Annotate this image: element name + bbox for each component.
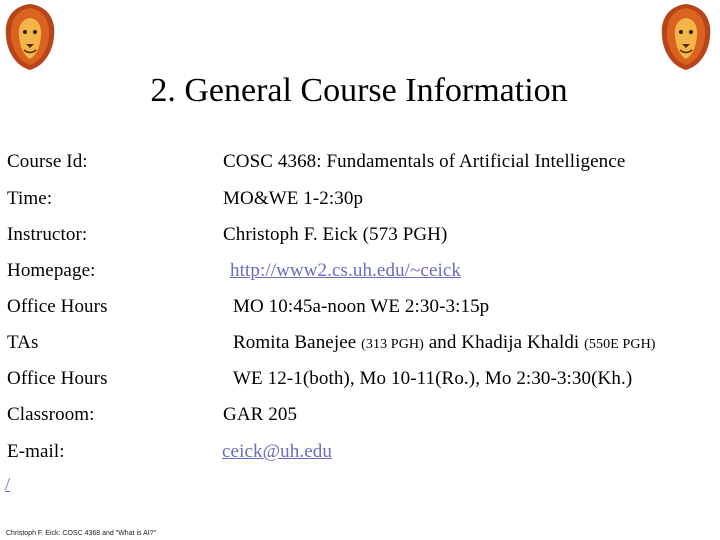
ta-name-1: Romita Banejee <box>233 332 362 353</box>
time-value: MO&WE 1-2:30p <box>223 188 364 209</box>
course-id-value: COSC 4368: Fundamentals of Artificial Intelligence <box>223 151 626 172</box>
email-label: E-mail: <box>7 441 65 462</box>
tas-label: TAs <box>7 332 39 353</box>
ta-name-2: and Khadija Khaldi <box>423 332 585 353</box>
page-title-text: 2. General Course Information <box>150 72 568 109</box>
ta-office-hours-label: Office Hours <box>7 368 108 389</box>
instructor-value: Christoph F. Eick (573 PGH) <box>223 224 448 245</box>
page-title <box>0 72 720 110</box>
ta-office-1: (313 PGH) <box>361 337 424 352</box>
classroom-value: GAR 205 <box>223 404 298 425</box>
office-hours-label: Office Hours <box>7 296 108 317</box>
tas-value <box>233 332 656 354</box>
instructor-label: Instructor: <box>7 224 88 245</box>
time-label: Time: <box>7 188 53 209</box>
homepage-label: Homepage: <box>7 260 96 281</box>
lion-head-icon <box>658 2 714 72</box>
ta-office-hours-value: WE 12-1(both), Mo 10-11(Ro.), Mo 2:30-3:30(Kh.) <box>233 368 633 389</box>
slash-link[interactable]: / <box>5 474 11 494</box>
email-link[interactable]: ceick@uh.edu <box>222 441 332 462</box>
footer-text: Christoph F. Eick: COSC 4368 and "What is AI?" <box>6 530 157 537</box>
office-hours-value: MO 10:45a-noon WE 2:30-3:15p <box>233 296 490 317</box>
homepage-link[interactable]: http://www2.cs.uh.edu/~ceick <box>230 260 462 281</box>
classroom-label: Classroom: <box>7 404 95 425</box>
course-id-label: Course Id: <box>7 151 88 172</box>
ta-office-2: (550E PGH) <box>584 337 656 352</box>
lion-head-icon <box>2 2 58 72</box>
